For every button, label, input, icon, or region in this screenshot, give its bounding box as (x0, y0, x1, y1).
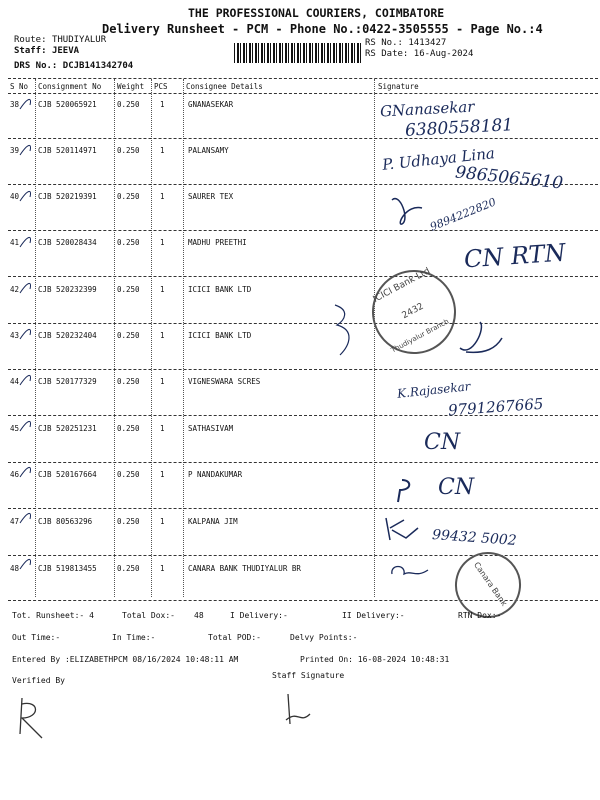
handwriting-name: P. Udhaya Lina (381, 144, 496, 174)
footer-entered-by: Entered By :ELIZABETHPCM 08/16/2024 10:48:11 AM (12, 655, 239, 664)
row-rule (8, 555, 598, 556)
verified-signature (14, 694, 54, 744)
rs-date-row (365, 49, 473, 59)
cell-sno: 39 (10, 146, 20, 155)
handwriting-name: K.Rajasekar (396, 379, 472, 401)
cell-consignee: ICICI BANK LTD (188, 331, 252, 340)
row-rule (8, 138, 598, 139)
table-row (8, 189, 598, 235)
handwriting-phone: 6380558181 (404, 115, 514, 141)
cell-consignment: CJB 520028434 (38, 238, 97, 247)
cell-consignee: MADHU PREETHI (188, 238, 247, 247)
cell-weight: 0.250 (117, 424, 140, 433)
cell-pcs: 1 (160, 331, 165, 340)
cell-consignment: CJB 519813455 (38, 564, 97, 573)
rs-no-label: RS No.: (365, 38, 403, 48)
cell-weight: 0.250 (117, 146, 140, 155)
footer-verified-by: Verified By (12, 676, 65, 685)
staff-signature-mark (280, 690, 320, 730)
cell-pcs: 1 (160, 192, 165, 201)
footer-in-time: In Time:- (112, 633, 156, 642)
handwriting-note: CN (424, 430, 461, 455)
stamp-code: 2432 (400, 301, 426, 322)
footer-delvy-points: Delvy Points:- (290, 633, 358, 642)
cell-sno: 38 (10, 100, 20, 109)
signature-scribble (386, 560, 436, 585)
runsheet-subtitle: Delivery Runsheet - PCM - Phone No.:0422-3505555 - Page No.:4 (102, 22, 543, 36)
cell-consignment: CJB 520114971 (38, 146, 97, 155)
cell-consignment: CJB 80563296 (38, 517, 93, 526)
route-value: THUDIYALUR (51, 35, 107, 45)
route-label: Route: (14, 35, 47, 45)
footer-total-dox-label: Total Dox:- (122, 611, 175, 620)
drs-label: DRS No.: (14, 61, 58, 71)
footer-tot-runsheet: Tot. Runsheet:- 4 (12, 611, 94, 620)
table-row (8, 421, 598, 467)
tick-marks (10, 95, 40, 615)
col-header-pcs: PCS (154, 82, 168, 91)
table-header-rule (8, 93, 598, 94)
rs-no-value: 1413427 (408, 38, 447, 48)
cell-consignment: CJB 520219391 (38, 192, 97, 201)
staff-value: JEEVA (51, 46, 80, 56)
cell-sno: 44 (10, 377, 20, 386)
cell-consignment: CJB 520251231 (38, 424, 97, 433)
footer-i-delivery: I Delivery:- (230, 611, 288, 620)
cell-weight: 0.250 (117, 192, 140, 201)
drs-value: DCJB141342704 (62, 61, 134, 71)
signature-scribble (456, 318, 506, 363)
rs-no-row (365, 38, 446, 48)
row-rule (8, 230, 598, 231)
handwriting-phone: 9865065610 (454, 162, 564, 194)
col-header-weight: Weight (117, 82, 145, 91)
cell-weight: 0.250 (117, 470, 140, 479)
staff-row (14, 46, 79, 56)
cell-sno: 41 (10, 238, 20, 247)
table-top-rule (8, 78, 598, 79)
row-rule (8, 415, 598, 416)
cell-consignment: CJB 520232399 (38, 285, 97, 294)
footer-out-time: Out Time:- (12, 633, 61, 642)
footer-ii-delivery: II Delivery:- (342, 611, 405, 620)
row-rule (8, 276, 598, 277)
cell-pcs: 1 (160, 100, 165, 109)
col-header-consignment: Consignment No (38, 82, 102, 91)
col-header-signature: Signature (378, 82, 419, 91)
table-row (8, 467, 598, 513)
col-header-consignee: Consignee Details (186, 82, 263, 91)
footer-printed-on: Printed On: 16-08-2024 10:48:31 (300, 655, 450, 664)
cell-consignee: SATHASIVAM (188, 424, 234, 433)
barcode (234, 43, 362, 63)
cell-weight: 0.250 (117, 331, 140, 340)
cell-consignment: CJB 520065921 (38, 100, 97, 109)
cell-pcs: 1 (160, 285, 165, 294)
cell-sno: 42 (10, 285, 20, 294)
cell-consignee: VIGNESWARA SCRES (188, 377, 261, 386)
handwriting-note: CN RTN (463, 238, 567, 274)
cell-sno: 47 (10, 517, 20, 526)
signature-scribble (382, 514, 422, 544)
cell-consignment: CJB 520232404 (38, 331, 97, 340)
cell-pcs: 1 (160, 377, 165, 386)
cell-weight: 0.250 (117, 285, 140, 294)
cell-pcs: 1 (160, 424, 165, 433)
cell-consignment: CJB 520167664 (38, 470, 97, 479)
cell-sno: 45 (10, 424, 20, 433)
cell-pcs: 1 (160, 146, 165, 155)
footer-total-dox-value: 48 (194, 611, 204, 620)
cell-weight: 0.250 (117, 517, 140, 526)
cell-sno: 46 (10, 470, 20, 479)
cell-consignee: GNANASEKAR (188, 100, 234, 109)
footer-total-pod: Total POD:- (208, 633, 261, 642)
rs-date-value: 16-Aug-2024 (413, 49, 474, 59)
handwriting-phone: 9894222820 (428, 195, 498, 234)
rs-date-label: RS Date: (365, 49, 409, 59)
handwriting-name: GNanasekar (379, 97, 475, 121)
handwriting-phone: 99432 5002 (431, 527, 518, 549)
cell-weight: 0.250 (117, 564, 140, 573)
cell-pcs: 1 (160, 470, 165, 479)
route-row (14, 35, 106, 45)
signature-scribble (388, 190, 428, 230)
cell-consignee: PALANSAMY (188, 146, 229, 155)
cell-consignee: P NANDAKUMAR (188, 470, 243, 479)
row-rule (8, 462, 598, 463)
staff-label: Staff: (14, 46, 47, 56)
drs-row (14, 61, 133, 71)
cell-sno: 40 (10, 192, 20, 201)
cell-consignee: KALPANA JIM (188, 517, 238, 526)
cell-weight: 0.250 (117, 238, 140, 247)
row-rule (8, 323, 598, 324)
cell-pcs: 1 (160, 238, 165, 247)
stamp-bank-name: ICICI Bank Ltd (371, 266, 432, 305)
cell-consignee: CANARA BANK THUDIYALUR BR (188, 564, 301, 573)
cell-weight: 0.250 (117, 377, 140, 386)
cell-consignee: ICICI BANK LTD (188, 285, 252, 294)
cell-weight: 0.250 (117, 100, 140, 109)
cell-pcs: 1 (160, 564, 165, 573)
stamp-bank-name: Canara Bank (472, 560, 509, 608)
cell-sno: 43 (10, 331, 20, 340)
company-title: THE PROFESSIONAL COURIERS, COIMBATORE (188, 6, 445, 20)
handwriting-note: CN (438, 475, 475, 500)
footer-rtn-dox: RTN Dox:- (458, 611, 502, 620)
cell-sno: 48 (10, 564, 20, 573)
cell-consignee: SAURER TEX (188, 192, 234, 201)
handwriting-phone: 9791267665 (447, 394, 544, 420)
table-row (8, 282, 598, 328)
col-header-sno: S No (10, 82, 29, 91)
signature-scribble (392, 476, 422, 506)
row-rule (8, 508, 598, 509)
row-rule (8, 369, 598, 370)
stamp-branch: Thudiyalur Branch (389, 317, 451, 355)
table-row (8, 328, 598, 374)
footer-staff-signature: Staff Signature (272, 671, 345, 680)
cell-consignment: CJB 520177329 (38, 377, 97, 386)
cell-pcs: 1 (160, 517, 165, 526)
